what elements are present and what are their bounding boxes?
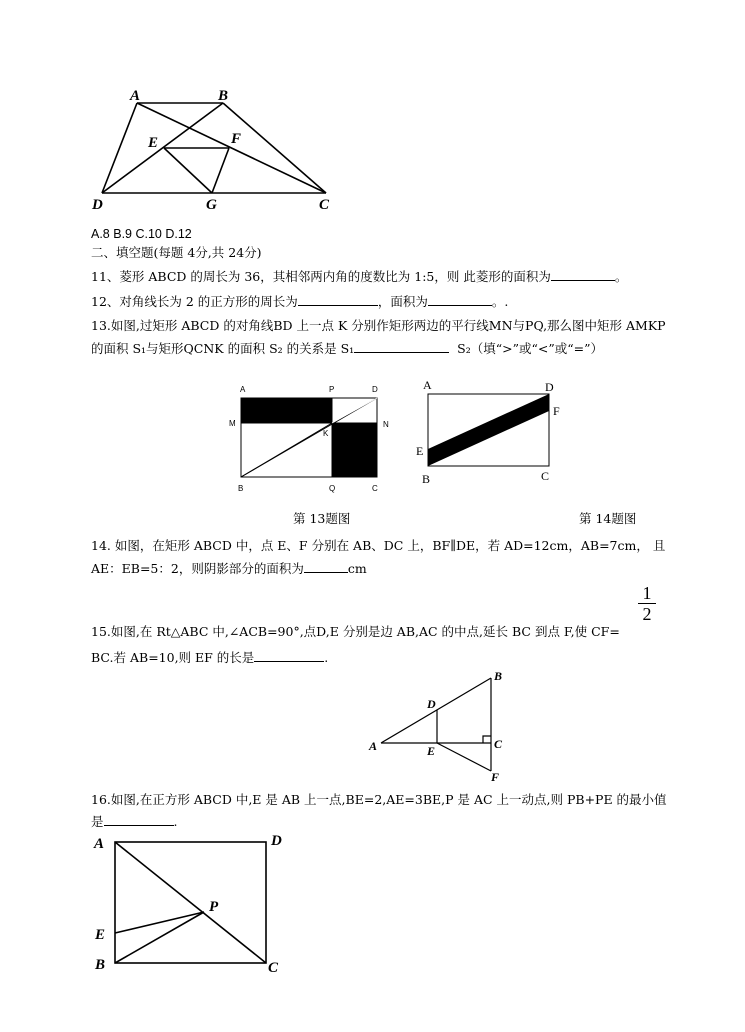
label-E: E [148, 135, 159, 151]
fig13-caption: 第 13题图 [293, 511, 351, 526]
fig13-label-C: C [372, 484, 378, 493]
fig16-label-B: B [95, 957, 106, 973]
q14-line1: 14. 如图，在矩形 ABCD 中，点 E、F 分别在 AB、DC 上，BF∥DE，若 AD=12cm，AB=7cm， 且 [91, 538, 666, 553]
fig15-label-C: C [494, 737, 503, 751]
q12-body-b: ，面积为 [377, 294, 428, 309]
q16-tail: . [173, 814, 178, 829]
fig13-label-N: N [383, 420, 389, 429]
q14-unit: cm [347, 561, 367, 576]
fig13-label-M: M [229, 419, 236, 428]
fig15-label-A: A [369, 739, 378, 753]
fraction-denominator: 2 [642, 604, 652, 624]
fig15-label-B: B [494, 669, 503, 683]
q15-line1: 15.如图,在 Rt△ABC 中,∠ACB=90°,点D,E 分别是边 AB,AC 的中点,延长 BC 到点 F,使 CF= [91, 624, 620, 639]
fig13-label-B: B [238, 484, 244, 493]
label-C: C [319, 197, 330, 213]
q16-body-a: 是 [91, 814, 104, 829]
label-G: G [206, 197, 217, 213]
q13-body-a: 的面积 S₁与矩形QCNK 的面积 S₂ 的关系是 S₁ [91, 341, 355, 356]
fig13-label-A: A [240, 385, 246, 394]
fig13-label-Q: Q [329, 484, 336, 493]
fig16-label-E: E [95, 927, 106, 943]
fig16-label-D: D [271, 833, 282, 849]
q12-tail: 。. [491, 294, 509, 309]
fig13-label-P: P [329, 385, 335, 394]
fig14-label-D: D [545, 380, 554, 394]
fig13-label-D: D [372, 385, 378, 394]
q15-tail: . [324, 650, 329, 665]
q16-line1: 16.如图,在正方形 ABCD 中,E 是 AB 上一点,BE=2,AE=3BE,P 是 AC 上一动点,则 PB+PE 的最小值 [91, 792, 667, 807]
fig14-caption: 第 14题图 [579, 511, 637, 526]
fig14-label-C: C [541, 469, 550, 483]
fig16-label-C: C [268, 960, 279, 976]
fig14-label-A: A [423, 378, 432, 392]
fig14-label-B: B [422, 472, 431, 486]
fig14-label-F: F [553, 404, 560, 418]
label-F: F [231, 131, 242, 147]
label-D: D [92, 197, 103, 213]
q15-body-a: BC.若 AB=10,则 EF 的长是 [91, 650, 255, 665]
fig13-label-K: K [323, 429, 329, 438]
fraction-numerator: 1 [638, 583, 656, 604]
label-A: A [130, 88, 141, 104]
fig16-label-P: P [209, 899, 219, 915]
label-B: B [218, 88, 229, 104]
q11-body: 11、菱形 ABCD 的周长为 36，其相邻两内角的度数比为 1:5，则 此菱形的面积为 [91, 269, 551, 284]
q11-tail: 。 [614, 269, 628, 284]
fig16-label-A: A [94, 836, 105, 852]
q14-body-a: AE：EB=5：2，则阴影部分的面积为 [91, 561, 304, 576]
fig15-label-D: D [427, 697, 436, 711]
section-heading: 二、填空题(每题 4分,共 24分) [91, 245, 262, 260]
q13-body-b: S₂（填“>”或“<”或“=”） [457, 341, 603, 356]
q13-line1: 13.如图,过矩形 ABCD 的对角线BD 上一点 K 分别作矩形两边的平行线MN与PQ,那么图中矩形 AMKP [91, 318, 666, 333]
q12-body-a: 12、对角线长为 2 的正方形的周长为 [91, 294, 298, 309]
fig15-label-F: F [491, 770, 500, 784]
q10-options: A.8 B.9 C.10 D.12 [91, 227, 192, 241]
fig15-label-E: E [427, 744, 436, 758]
fig14-label-E: E [416, 444, 424, 458]
